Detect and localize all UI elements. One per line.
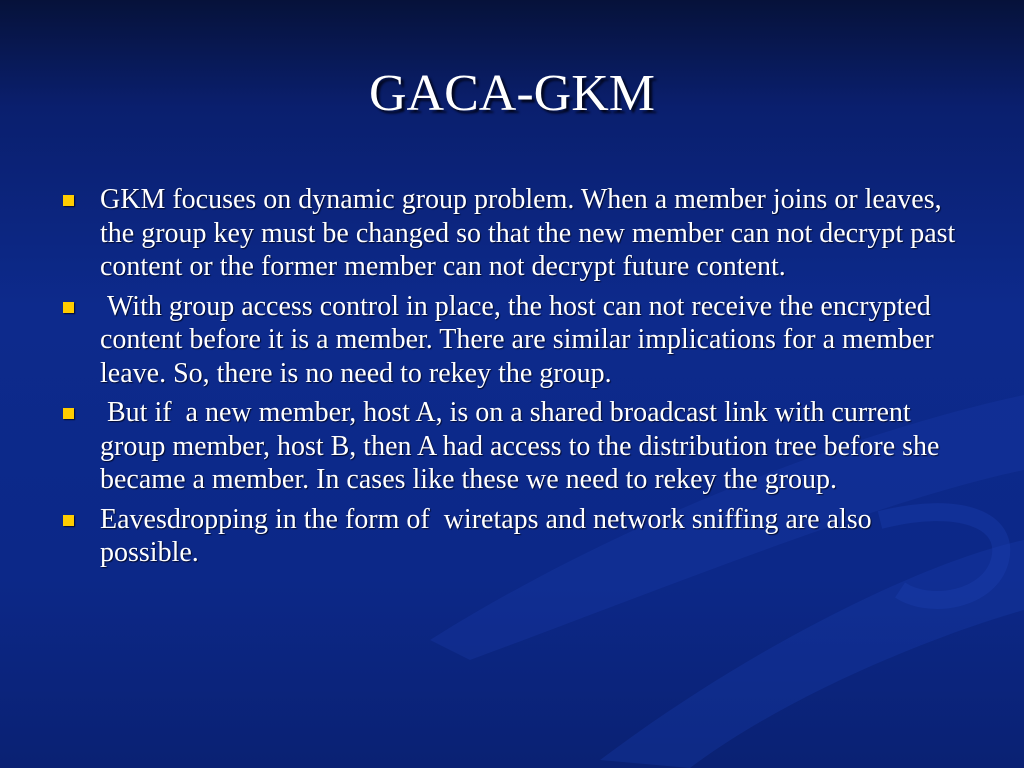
- bullet-text: With group access control in place, the host can not receive the encrypted content before it is a member. There are similar implications for a member leave. So, there is no need to rekey the group.: [100, 290, 941, 389]
- bullet-text: GKM focuses on dynamic group problem. When a member joins or leaves, the group key must be changed so that the new member can not decrypt past content or the former member can not decrypt future content.: [100, 184, 963, 282]
- bullet-text: But if a new member, host A, is on a shared broadcast link with current group member, host B, then A had access to the distribution tree before she became a member. In cases like these we need to rekey the group.: [100, 397, 947, 495]
- bullet-text: Eavesdropping in the form of wiretaps and network sniffing are also possible.: [100, 503, 879, 568]
- slide-title: GACA-GKM: [369, 65, 655, 122]
- square-bullet-icon: [63, 408, 74, 419]
- bullet-item: [62, 290, 972, 391]
- bullet-list: [62, 183, 972, 576]
- bullet-item: [62, 396, 972, 497]
- square-bullet-icon: [63, 302, 74, 313]
- square-bullet-icon: [63, 515, 74, 526]
- bullet-item: [62, 503, 972, 570]
- square-bullet-icon: [63, 195, 74, 206]
- bullet-item: [62, 183, 972, 284]
